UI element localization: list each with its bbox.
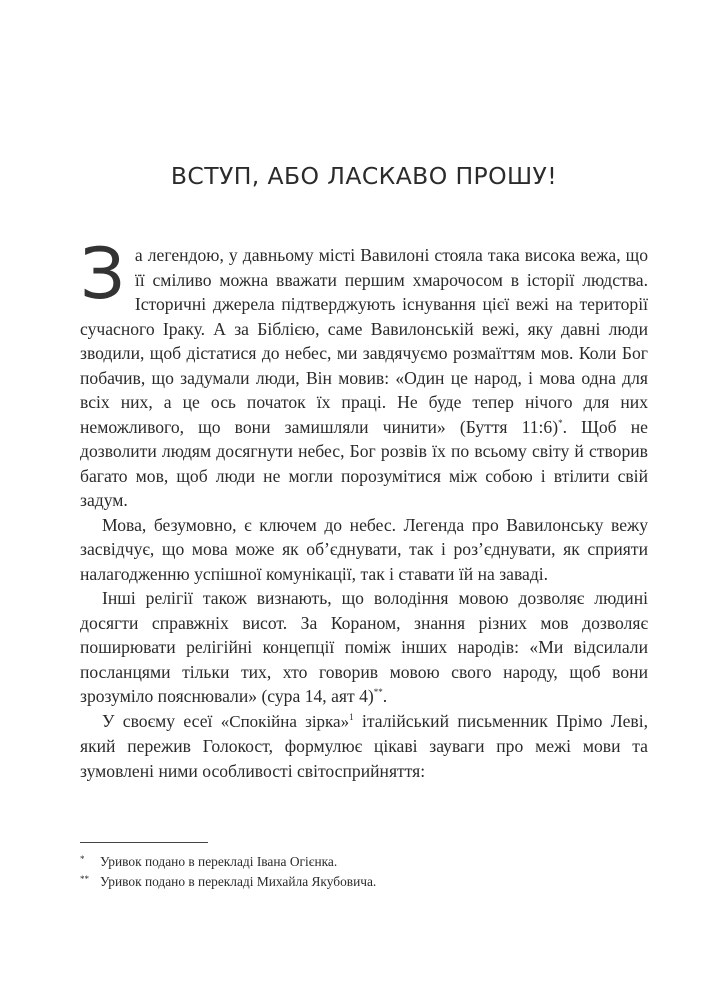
paragraph-3 — [80, 586, 648, 709]
footnote-separator — [80, 842, 208, 843]
footnote-ref-1: * — [558, 417, 563, 428]
drop-cap: З — [80, 233, 125, 315]
paragraph-4-text: У своєму есеї — [102, 710, 221, 731]
essay-title: «Спокійна зірка» — [220, 711, 350, 731]
paragraph-4-text-end: італійський письменник Прімо Леві, який пережив Голокост, формулює цікаві зауваги про межі мови та зумовлені ними особливості світосприйняття: — [80, 710, 648, 781]
chapter-title: ВСТУП, АБО ЛАСКАВО ПРОШУ! — [170, 162, 558, 190]
footnote-mark-1: * — [80, 854, 85, 864]
paragraph-1-text: а легендою, у давньому місті Вавилоні стояла така висока вежа, що її сміливо можна вважати першим хмарочосом в історії людства. Історичні джерела підтверджують існування цієї вежі на території сучасного Іраку. А за Біблією, саме Вавилонській вежі, яку давні люди зводили, щоб дістатися до небес, ми завдячуємо розмаїттям мов. Коли Бог побачив, що задумали люди, Він мовив: «Один це народ, і мова одна для всіх них, а це ось початок їх праці. Не буде тепер нічого для них неможливого, що вони замишляли чинити» (Буття 11:6) — [80, 245, 648, 437]
paragraph-4 — [80, 709, 648, 784]
paragraph-1-text-end: . Щоб не дозволити людям досягнути небес, Бог розвів їх по всьому світу й створив багато мов, щоб люди не могли порозумітися між собою і втілити свій задум. — [80, 416, 648, 510]
footnote-text-1: Уривок подано в перекладі Івана Огієнка. — [100, 854, 338, 869]
footnote-mark-2: ** — [80, 874, 89, 884]
footnotes — [80, 852, 648, 892]
paragraph-3-text: Інші релігії також визнають, що володіння мовою дозволяє людині досягти справжніх висот. За Кораном, знання різних мов дозволяє поширювати релігійні концепції поміж інших народів: «Ми відсилали посланцями тільки тих, хто говорив мовою свого народу, щоб вони зрозуміло пояснювали» (сура 14, аят 4) — [80, 588, 648, 706]
footnote-text-2: Уривок подано в перекладі Михайла Якубовича. — [100, 874, 377, 889]
body-text — [80, 233, 648, 783]
footnote-1 — [80, 852, 648, 872]
paragraph-1 — [80, 233, 648, 513]
footnote-2 — [80, 872, 648, 892]
footnote-ref-3: 1 — [349, 711, 354, 722]
paragraph-2: Мова, безумовно, є ключем до небес. Легенда про Вавилонську вежу засвідчує, що мова може як об’єднувати, так і роз’єднувати, як сприяти налагодженню успішної комунікації, так і ставати їй на заваді. — [80, 514, 648, 584]
footnote-ref-2: ** — [373, 687, 383, 698]
paragraph-3-text-end: . — [382, 686, 388, 706]
